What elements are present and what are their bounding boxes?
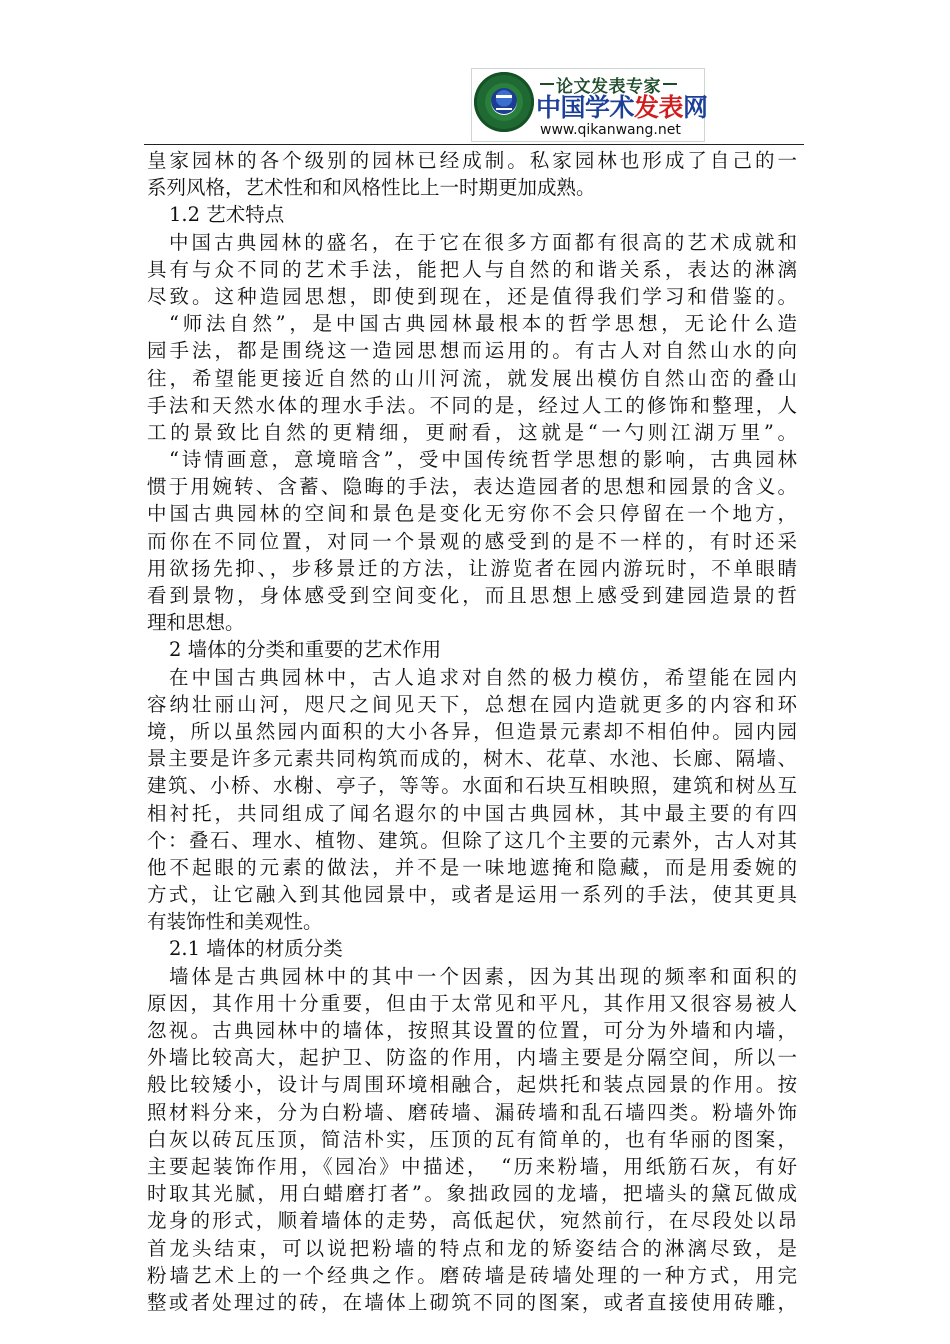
text-line: 主要起装饰作用，《园冶》中描述， “历来粉墙，用纸筋石灰，有好 [147,1154,797,1178]
text-line: 系列风格，艺术性和和风格性比上一时期更加成熟。 [147,176,596,200]
text-line: 在中国古典园林中，古人追求对自然的极力模仿，希望能在园内 [169,665,797,689]
text-line: 原因，其作用十分重要，但由于太常见和平凡，其作用又很容易被人 [147,991,797,1015]
section-heading: 2.1 墙体的材质分类 [169,937,343,961]
text-line: “诗情画意，意境暗含”，受中国传统哲学思想的影响，古典园林 [169,448,797,472]
text-line: “师法自然”，是中国古典园林最根本的哲学思想，无论什么造 [169,312,797,336]
text-line: 般比较矮小，设计与周围环境相融合，起烘托和装点园景的作用。按 [147,1073,797,1097]
text-line: 相衬托，共同组成了闻名遐尔的中国古典园林，其中最主要的有四 [147,801,797,825]
text-line: 方式，让它融入到其他园景中，或者是运用一系列的手法，使其更具 [147,883,797,907]
text-line: 境，所以虽然园内面积的大小各异，但造景元素却不相伯仲。园内园 [147,719,797,743]
text-line: 个：叠石、理水、植物、建筑。但除了这几个主要的元素外，古人对其 [147,828,797,852]
text-line: 工的景致比自然的更精细，更耐看，这就是“一勺则江湖万里”。 [147,420,797,444]
text-line: 看到景物，身体感受到空间变化，而且思想上感受到建园造景的哲 [147,584,797,607]
banner-tagline [538,73,700,95]
text-line: 首龙头结束，可以说把粉墙的特点和龙的矫姿结合的淋漓尽致，是 [147,1236,797,1260]
banner-site-name [536,93,708,123]
text-line: 而你在不同位置，对同一个景观的感受到的是不一样的，有时还采 [147,529,797,553]
text-line: 墙体是古典园林中的其中一个因素，因为其出现的频率和面积的 [169,964,797,988]
site-banner[interactable] [471,68,708,142]
text-line: 粉墙艺术上的一个经典之作。磨砖墙是砖墙处理的一种方式，用完 [147,1263,797,1287]
text-line: 具有与众不同的艺术手法，能把人与自然的和谐关系，表达的淋漓 [147,257,797,281]
text-line: 中国古典园林的空间和景色是变化无穷你不会只停留在一个地方， [147,502,797,526]
banner-name-part3: 网 [683,93,708,122]
text-line: 时取其光腻，用白蜡磨打者”。象拙政园的龙墙，把墙头的黛瓦做成 [147,1182,797,1206]
text-line: 景主要是许多元素共同构筑而成的，树木、花草、水池、长廊、隔墙、 [147,747,797,771]
text-line: 尽致。这种造园思想，即使到现在，还是值得我们学习和借鉴的。 [147,284,797,308]
text-line: 皇家园林的各个级别的园林已经成制。私家园林也形成了自己的一 [147,149,797,172]
banner-url[interactable]: www.qikanwang.net [540,122,681,138]
text-line: 整或者处理过的砖，在墙体上砌筑不同的图案，或者直接使用砖雕， [147,1290,797,1314]
text-line: 有装饰性和美观性。 [147,910,323,934]
text-line: 外墙比较高大，起护卫、防盗的作用，内墙主要是分隔空间，所以一 [147,1046,797,1070]
text-line: 往，希望能更接近自然的山川河流，就发展出模仿自然山峦的叠山 [147,366,797,390]
text-line: 白灰以砖瓦压顶，简洁朴实，压顶的瓦有简单的，也有华丽的图案， [147,1127,797,1151]
text-line: 龙身的形式，顺着墙体的走势，高低起伏，宛然前行，在尽段处以昂 [147,1209,797,1233]
banner-tagline-text: 论文发表专家 [556,76,661,97]
text-line: 园手法，都是围绕这一造园思想而运用的。有古人对自然山水的向 [147,339,797,363]
banner-name-part2: 发表 [634,93,684,122]
text-line: 忽视。古典园林中的墙体，按照其设置的位置，可分为外墙和内墙， [147,1019,797,1042]
text-line: 容纳壮丽山河，咫尺之间见天下，总想在园内造就更多的内容和环 [147,692,797,716]
text-line: 理和思想。 [147,611,245,635]
dash-left [540,83,554,85]
text-line: 手法和天然水体的理水手法。不同的是，经过人工的修饰和整理，人 [147,393,797,417]
header-rule [144,144,804,145]
dash-right [663,83,677,85]
text-line: 他不起眼的元素的做法，并不是一味地遮掩和隐藏，而是用委婉的 [147,855,797,879]
text-line: 照材料分来，分为白粉墙、磨砖墙、漏砖墙和乱石墙四类。粉墙外饰 [147,1100,797,1124]
banner-name-part1: 中国学术 [536,93,635,122]
text-line: 中国古典园林的盛名，在于它在很多方面都有很高的艺术成就和 [169,230,797,254]
section-heading: 1.2 艺术特点 [169,203,285,227]
text-line: 用欲扬先抑、，步移景迁的方法，让游览者在园内游玩时，不单眼睛 [147,556,797,580]
text-line: 惯于用婉转、含蓄、隐晦的手法，表达造园者的思想和园景的含义。 [147,475,797,499]
article-body [147,147,797,1316]
text-line: 建筑、小桥、水榭、亭子，等等。水面和石块互相映照，建筑和树丛互 [147,774,797,798]
globe-book-seal-icon [474,72,534,132]
section-heading: 2 墙体的分类和重要的艺术作用 [169,638,442,662]
